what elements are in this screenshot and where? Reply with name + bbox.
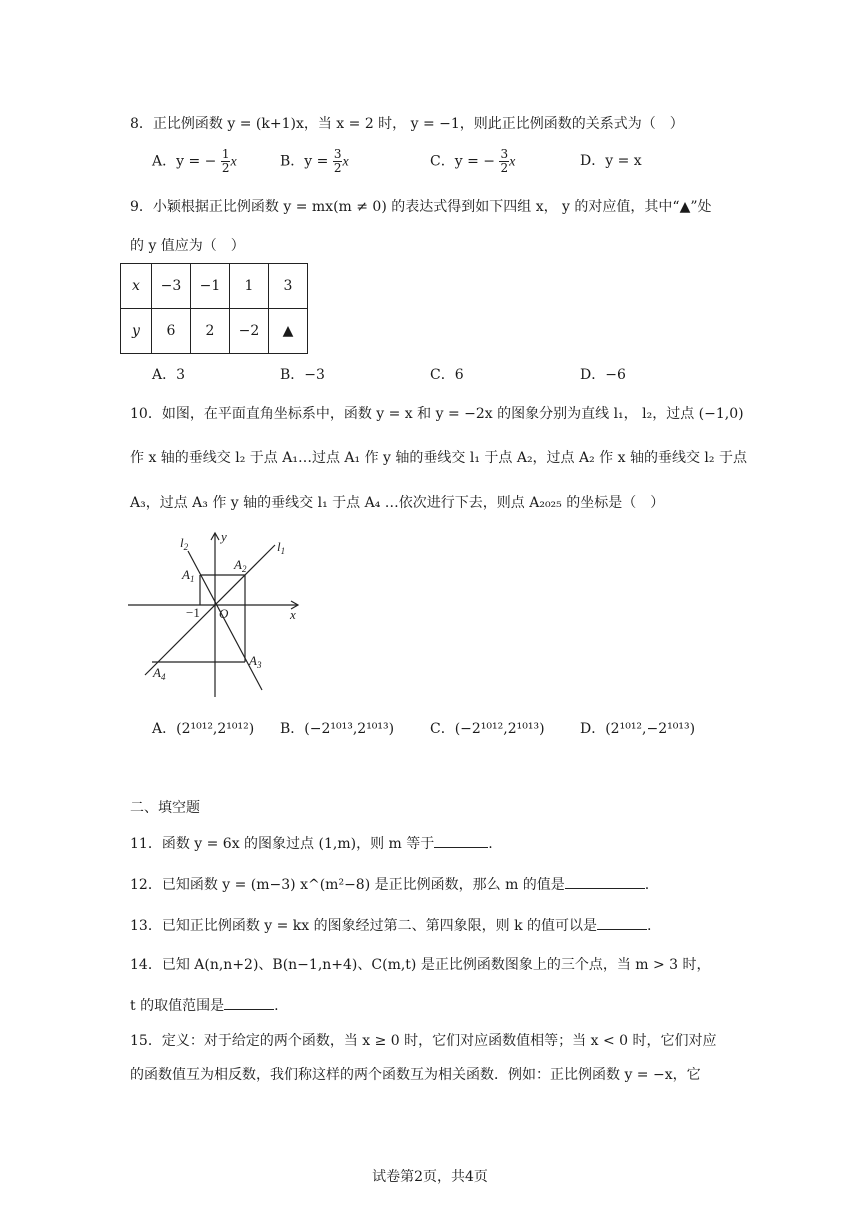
q10-option-c: C．(−2¹⁰¹²,2¹⁰¹³)	[430, 721, 545, 737]
q9-option-a: A．3	[152, 367, 186, 383]
table-cell: −1	[191, 264, 230, 309]
q9-option-b: B．−3	[280, 367, 325, 383]
table-cell: 1	[230, 264, 269, 309]
q9-option-c: C．6	[430, 367, 464, 383]
q11	[130, 833, 493, 853]
q9-option-d: D．−6	[580, 367, 626, 383]
q8-option-c-label: C．y = −	[430, 153, 495, 170]
label-origin: O	[219, 606, 229, 621]
table-cell: 2	[191, 309, 230, 354]
q8-stem: 8．正比例函数 y = (k+1)x，当 x = 2 时， y = −1，则此正比例函数的关系式为（ ）	[130, 116, 684, 132]
table-header-y: y	[121, 309, 152, 354]
q10-coordinate-figure	[120, 525, 310, 705]
answer-blank[interactable]	[597, 915, 647, 930]
q8-option-a-label: A．y = −	[152, 153, 217, 170]
table-row	[121, 309, 308, 354]
q14-line2	[130, 995, 279, 1015]
label-a2: $A_2$	[234, 557, 247, 574]
q14-line1: 14．已知 A(n,n+2)、B(n−1,n+4)、C(m,t) 是正比例函数图象上的三个点，当 m > 3 时，	[130, 957, 711, 973]
fraction-denominator: 2	[333, 161, 342, 175]
label-l2: $l_2$	[180, 535, 189, 552]
table-cell: 3	[269, 264, 308, 309]
q15-line1: 15．定义：对于给定的两个函数，当 x ≥ 0 时，它们对应函数值相等；当 x < 0 时，它们对应	[130, 1033, 717, 1049]
q13	[130, 915, 651, 935]
answer-blank[interactable]	[224, 995, 274, 1010]
q10-stem-line2: 作 x 轴的垂线交 l₂ 于点 A₁…过点 A₁ 作 y 轴的垂线交 l₁ 于点 A₂，过点 A₂ 作 x 轴的垂线交 l₂ 于点	[130, 450, 747, 466]
fraction-variable: x	[230, 154, 237, 170]
q10-stem-line3: A₃，过点 A₃ 作 y 轴的垂线交 l₁ 于点 A₄ …依次进行下去，则点 A₂₀₂₅ 的坐标是（ ）	[130, 495, 665, 511]
q15-line2: 的函数值互为相反数，我们称这样的两个函数互为相关函数．例如：正比例函数 y = −x，它	[130, 1067, 701, 1083]
label-a3: $A_3$	[249, 653, 262, 670]
q9-stem-line2: 的 y 值应为（ ）	[130, 238, 245, 254]
q13-text: 13．已知正比例函数 y = kx 的图象经过第二、第四象限，则 k 的值可以是	[130, 918, 598, 934]
q10-option-a: A．(2¹⁰¹²,2¹⁰¹²)	[152, 721, 255, 737]
q13-end: .	[647, 918, 652, 934]
fraction-numerator: 3	[500, 147, 509, 161]
label-y-axis: y	[221, 529, 227, 544]
answer-blank[interactable]	[565, 874, 645, 889]
table-cell: −3	[152, 264, 191, 309]
fraction-denominator: 2	[500, 161, 509, 175]
fraction-variable: x	[342, 154, 349, 170]
q8-option-a	[152, 148, 237, 175]
q12-end: .	[644, 877, 650, 893]
label-a1: $A_1$	[182, 567, 195, 584]
label-minus-one: −1	[186, 605, 200, 620]
table-cell: −2	[230, 309, 269, 354]
q12-text: 12．已知函数 y = (m−3) x^(m²−8) 是正比例函数，那么 m 的值是	[130, 877, 565, 893]
q8-option-b-label: B．y =	[280, 153, 329, 170]
label-x-axis: x	[290, 607, 296, 622]
table-row	[121, 264, 308, 309]
fraction-numerator: 3	[333, 147, 342, 161]
section-title: 二、填空题	[130, 800, 200, 816]
q8-option-d: D．y = x	[580, 153, 642, 169]
page-footer: 试卷第2页，共4页	[372, 1169, 488, 1185]
q9-stem-line1: 9．小颖根据正比例函数 y = mx(m ≠ 0) 的表达式得到如下四组 x， y 的对应值，其中“▲”处	[130, 199, 712, 215]
q14-end: .	[274, 998, 279, 1014]
q11-end: .	[488, 836, 493, 852]
q8-option-b	[280, 148, 349, 175]
q8-option-c-fraction	[499, 148, 509, 175]
answer-blank[interactable]	[434, 833, 488, 848]
q10-stem-line1: 10．如图，在平面直角坐标系中，函数 y = x 和 y = −2x 的图象分别为直线 l₁， l₂，过点 (−1,0)	[130, 406, 744, 422]
q14-text: t 的取值范围是	[130, 998, 225, 1014]
q9-value-table	[120, 263, 308, 354]
q10-option-d: D．(2¹⁰¹²,−2¹⁰¹³)	[580, 721, 696, 737]
table-cell: ▲	[269, 309, 308, 354]
table-cell: 6	[152, 309, 191, 354]
q11-text: 11．函数 y = 6x 的图象过点 (1,m)，则 m 等于	[130, 836, 435, 852]
fraction-denominator: 2	[221, 161, 230, 175]
q12	[130, 874, 649, 894]
q10-option-b: B．(−2¹⁰¹³,2¹⁰¹³)	[280, 721, 395, 737]
label-a4: $A_4$	[153, 665, 166, 682]
fraction-numerator: 1	[221, 147, 230, 161]
label-l1: $l_1$	[277, 539, 286, 556]
table-header-x: x	[121, 264, 152, 309]
q8-option-c	[430, 148, 515, 175]
fraction-variable: x	[509, 154, 516, 170]
